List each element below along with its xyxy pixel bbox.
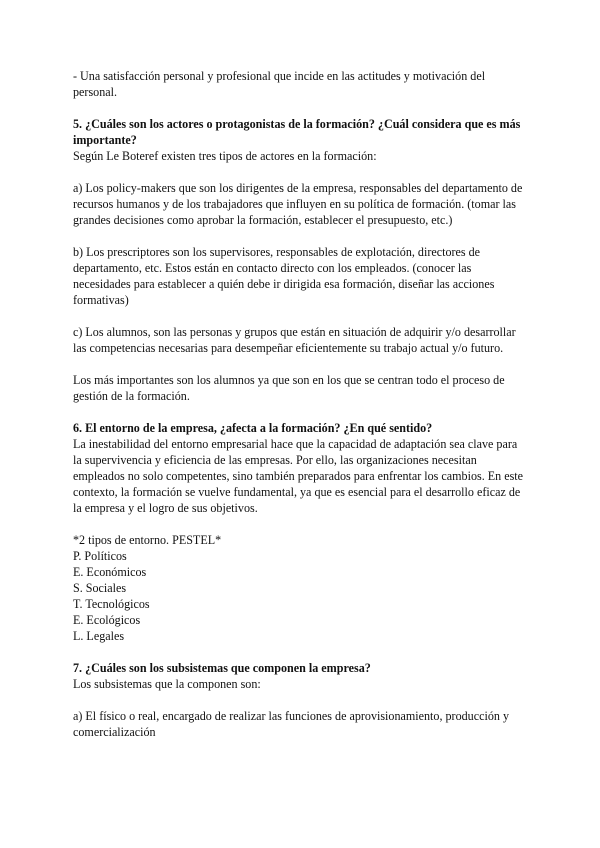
q5-conclusion xyxy=(73,372,533,404)
q5-item-b xyxy=(73,244,533,308)
text-line: recursos humanos y de los trabajadores que influyen en su política de formación. (tomar las xyxy=(73,197,516,211)
text-line: departamento, etc. Estos están en contacto directo con los empleados. (conocer las xyxy=(73,261,472,275)
list-item: T. Tecnológicos xyxy=(73,597,150,611)
text-line: personal. xyxy=(73,85,117,99)
text-line: grandes decisiones como aprobar la formación, establecer el presupuesto, etc.) xyxy=(73,213,453,227)
heading-line: 5. ¿Cuáles son los actores o protagonistas de la formación? ¿Cuál considera que es más xyxy=(73,117,521,131)
question-5-heading xyxy=(73,116,533,148)
heading-line: importante? xyxy=(73,133,137,147)
text-line: empleados no solo competentes, sino también preparados para enfrentar los cambios. En este xyxy=(73,469,524,483)
text-line: b) Los prescriptores son los supervisores, responsables de explotación, directores de xyxy=(73,245,481,259)
list-item: L. Legales xyxy=(73,629,125,643)
text-line: las competencias necesarias para desempeñar eficientemente su trabajo actual y/o futuro. xyxy=(73,341,504,355)
list-item: E. Económicos xyxy=(73,565,147,579)
q5-intro: Según Le Boteref existen tres tipos de actores en la formación: xyxy=(73,149,377,163)
intro-paragraph xyxy=(73,68,533,100)
q5-item-c xyxy=(73,324,533,356)
text-line: formativas) xyxy=(73,293,129,307)
q7-item-a xyxy=(73,708,533,740)
text-line: necesidades para establecer a quién debe ir dirigida esa formación, diseñar las acciones xyxy=(73,277,495,291)
document-page xyxy=(73,68,533,740)
pestel-title: *2 tipos de entorno. PESTEL* xyxy=(73,533,222,547)
text-line: c) Los alumnos, son las personas y grupos que están en situación de adquirir y/o desarrollar xyxy=(73,325,516,339)
pestel-list xyxy=(73,548,533,644)
question-6-heading: 6. El entorno de la empresa, ¿afecta a la formación? ¿En qué sentido? xyxy=(73,421,433,435)
text-line: gestión de la formación. xyxy=(73,389,190,403)
text-line: la empresa y el logro de sus objetivos. xyxy=(73,501,258,515)
q5-item-a xyxy=(73,180,533,228)
list-item: S. Sociales xyxy=(73,581,127,595)
text-line: comercialización xyxy=(73,725,156,739)
text-line: a) El físico o real, encargado de realizar las funciones de aprovisionamiento, producción y xyxy=(73,709,509,723)
text-line: - Una satisfacción personal y profesional que incide en las actitudes y motivación del xyxy=(73,69,486,83)
text-line: La inestabilidad del entorno empresarial hace que la capacidad de adaptación sea clave para xyxy=(73,437,518,451)
text-line: contexto, la formación se vuelve fundamental, ya que es esencial para el desarrollo eficaz de xyxy=(73,485,521,499)
q6-body xyxy=(73,436,533,516)
text-line: la supervivencia y eficiencia de las empresas. Por ello, las organizaciones necesitan xyxy=(73,453,477,467)
list-item: E. Ecológicos xyxy=(73,613,141,627)
question-7-heading: 7. ¿Cuáles son los subsistemas que componen la empresa? xyxy=(73,661,371,675)
q7-intro: Los subsistemas que la componen son: xyxy=(73,677,261,691)
text-line: a) Los policy-makers que son los dirigentes de la empresa, responsables del departamento de xyxy=(73,181,523,195)
text-line: Los más importantes son los alumnos ya que son en los que se centran todo el proceso de xyxy=(73,373,505,387)
list-item: P. Políticos xyxy=(73,549,127,563)
